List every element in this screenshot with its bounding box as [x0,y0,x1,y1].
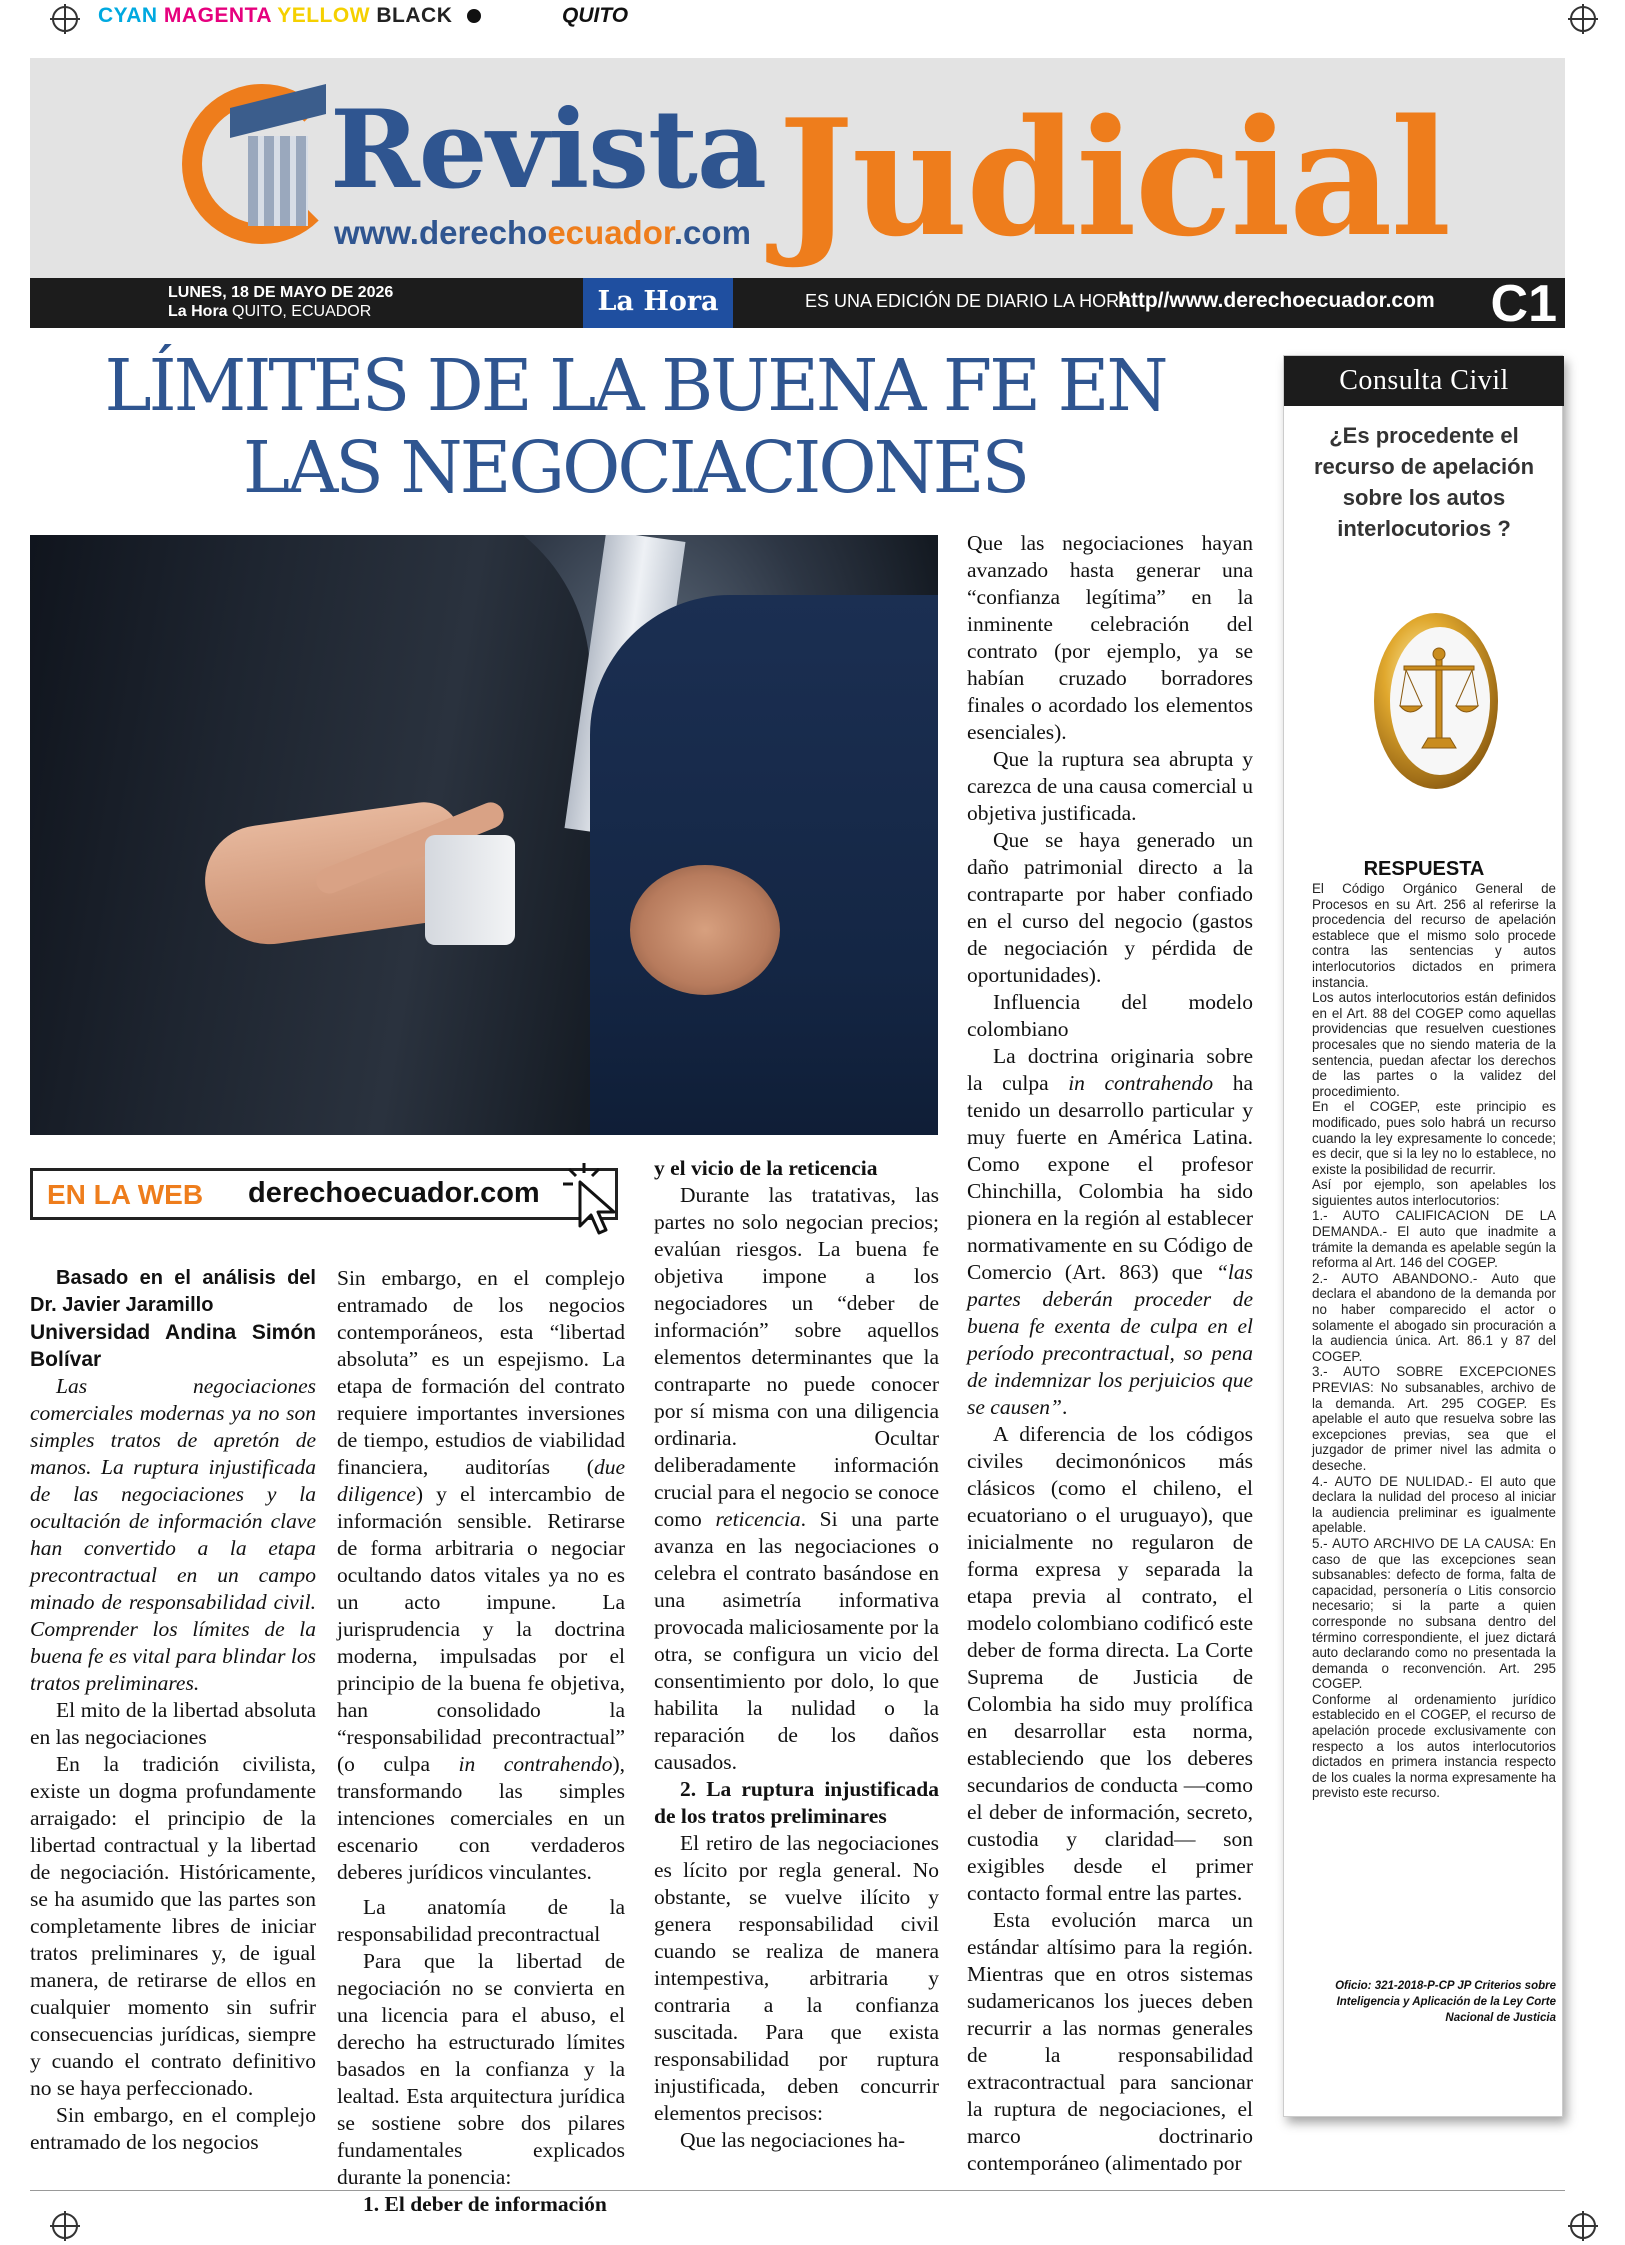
registration-mark-bottom-left [52,2213,78,2239]
paragraph-4-text-b: . Si una parte avanza en las negociaciones o celebra el contrato basándose en una asimetría informativa provocada maliciosamente por la otra, se configura un vicio del consentimiento por dolo, lo que habilita la nulidad o la reparación de los daños causados. [654,1507,939,1774]
subhead-duty-info-a: 1. El deber de información [363,2192,607,2216]
article-photo [30,535,938,1135]
headline-line-2: LAS NEGOCIACIONES [242,426,1028,509]
answer-paragraph: 2.- AUTO ABANDONO.- Auto que declara el abandono de la demanda por no haber comparecido el actor o solamente el abogado sin procuración a la audiencia única. Art. 86.1 y 87 del COGEP. [1312,1270,1556,1364]
paragraph-11: Esta evolución marca un estándar altísimo para la región. Mientras que en otros sistemas sudamericanos los jueces deben recurrir a las normas generales de la responsabilidad extracontractual para sancionar la ruptura de negociaciones, el marco doctrinario contemporáneo (alimentado por [967,1908,1253,2175]
answer-paragraph: 3.- AUTO SOBRE EXCEPCIONES PREVIAS: No subsanables, archivo de la demanda. Art. 295 COGEP. Es apelable el auto que resuelva sobre las excepciones previas, sea que el juzgador de primer nivel las admita o deseche. [1312,1364,1556,1473]
masthead-url-prefix: www.derecho [334,214,548,251]
paragraph-2-start: Sin embargo, en el complejo entramado de los negocios [30,2103,316,2154]
subhead-colombia: Influencia del modelo colombiano [967,990,1253,1041]
article-column-2 [337,1265,625,2218]
masthead-url[interactable] [334,214,751,252]
column-logo-icon [230,96,326,226]
page-number: C1 [1490,275,1557,333]
web-link-label: EN LA WEB [47,1179,204,1210]
paragraph-9-tail: . [1061,1395,1068,1419]
headline-line-1: LÍMITES DE LA BUENA FE EN [104,344,1166,427]
answer-source: Oficio: 321-2018-P-CP JP Criterios sobre Inteligencia y Aplicación de la Ley Corte Nacional de Justicia [1335,1980,1556,2024]
la-hora-logo: La Hora [583,278,733,328]
date-bar [30,275,1565,333]
color-label-cyan: CYAN [98,4,158,27]
masthead-url-suffix: .com [673,214,751,251]
article-column-3 [654,1155,939,2154]
paragraph-2-italic: due diligence [337,1455,625,1506]
article-lead: Las negociaciones comerciales modernas ya no son simples tratos de apretón de manos. La ruptura injustificada de las negociaciones y la ocultación de información clave han convertido a la etapa precontractual en un campo minado de responsabilidad civil. Comprender los límites de la buena fe es vital para blindar los tratos preliminares. [30,1374,316,1695]
paragraph-5: El retiro de las negociaciones es lícito por regla general. No obstante, se vuelve ilícito y genera responsabilidad civil cuando se realiza de manera intempestiva, arbitraria y contraria a la confianza suscitada. Para que exista responsabilidad por ruptura injustificada, deben concurrir elementos precisos: [654,1831,939,2125]
subhead-rupture: 2. La ruptura injustificada de los tratos preliminares [654,1777,939,1828]
paragraph-9 [967,1043,1253,1421]
author-affiliation: Universidad Andina Simón Bolívar [30,1321,316,1371]
answer-paragraph: 5.- AUTO ARCHIVO DE LA CAUSA: En caso de que las excepciones sean subsanables: defecto de forma, falta de capacidad, personería o Litis consorcio necesario; si la parte a quien corresponde no subsana dentro del término correspondiente, el juez dictará auto declarando como no presentada la demanda o reconvención. Art. 295 COGEP. [1312,1535,1556,1692]
subhead-duty-info-b: y el vicio de la reticencia [654,1156,878,1180]
registration-mark-top-left [52,6,78,32]
masthead [30,58,1565,278]
black-dot-icon [467,9,481,23]
paragraph-4-italic: reticencia [715,1507,801,1531]
edition-note: ES UNA EDICIÓN DE DIARIO LA HORA [805,291,1132,311]
paragraph-1: En la tradición civilista, existe un dogma profundamente arraigado: el principio de la libertad contractual y la libertad de negociación. Históricamente, se ha asumido que las partes son completamente libres de iniciar tratos preliminares y, de igual manera, de retirarse de ellos en cualquier momento sin sufrir consecuencias jurídicas, siempre y cuando el contrato definitivo no se haya perfeccionado. [30,1752,316,2100]
paragraph-9-text: La doctrina originaria sobre la culpa [967,1044,1253,1095]
color-label-yellow: YELLOW [277,4,371,27]
paragraph-10: A diferencia de los códigos civiles decimonónicos más clásicos (como el chileno, el ecuatoriano o el uruguayo), que inicialmente no regularon de forma expresa y separada la etapa previa al contrato, el modelo colombiano codificó este deber de forma directa. La Corte Suprema de Justicia de Colombia ha sido muy prolífica en desarrollar esta norma, estableciendo que los deberes secundarios de conducta —como el deber de información, secreto, custodia y claridad— son exigibles desde el primer contacto formal entre las partes. [967,1422,1253,1905]
answer-body [1312,881,1556,1801]
answer-paragraph: El Código Orgánico General de Procesos en su Art. 256 al referirse la procedencia del recurso de apelación establece que el mismo solo procede contra las sentencias y autos interlocutorios dictados en primera instancia. [1312,881,1556,990]
color-label-magenta: MAGENTA [163,4,272,27]
site-url-link[interactable]: http//www.derechoecuador.com [1118,289,1435,312]
masthead-url-highlight: ecuador [547,214,674,251]
paragraph-9-text-b: ha tenido un desarrollo particular y muy fuerte en América Latina. Como expone el profesor Chinchilla, Colombia ha sido pionera en la región al establecer normativamente en su Código de Comercio (Art. 863) que [967,1071,1254,1284]
answer-paragraph: 4.- AUTO DE NULIDAD.- El auto que declara la nulidad del proceso al iniciar la audiencia preliminar es igualmente apelable. [1312,1473,1556,1536]
paragraph-2-italic-b: in contrahendo [458,1752,613,1776]
paragraph-7: Que la ruptura sea abrupta y carezca de una causa comercial u objetiva justificada. [967,747,1253,825]
answer-paragraph: Así por ejemplo, son apelables los siguientes autos interlocutorios: [1312,1177,1556,1208]
issue-place-brand: La Hora [168,303,228,320]
edition-label: QUITO [562,4,629,27]
answer-paragraph: 1.- AUTO CALIFICACION DE LA DEMANDA.- El auto que inadmite a trámite la demanda es apelable según la reforma al Art. 146 del COGEP. [1312,1208,1556,1271]
masthead-revista: Revista [330,87,766,213]
answer-paragraph: En el COGEP, este principio es modificado, pues solo habrá un recurso cuando la ley expresamente lo concede; es decir, que si la ley no lo establece, no existe la posibilidad de recurrir. [1312,1099,1556,1177]
paragraph-2-text: Sin embargo, en el complejo entramado de los negocios contemporáneos, esta “libertad absoluta” es un espejismo. La etapa de formación del contrato requiere importantes inversiones de tiempo, estudios de viabilidad financiera, auditorías ( [337,1266,625,1479]
paragraph-8: Que se haya generado un daño patrimonial directo a la contraparte por haber confiado en el curso del negocio (gastos de negociación y pérdida de oportunidades). [967,828,1253,987]
registration-mark-bottom-right [1570,2213,1596,2239]
sidebar-question: ¿Es procedente el recurso de apelación sobre los autos interlocutorios ? [1313,423,1535,541]
answer-paragraph: Conforme al ordenamiento jurídico establecido en el COGEP, el recurso de apelación procede exclusivamente con respecto a los autos interlocutorios dictados en primera instancia respecto de los cuales la norma expresamente ha previsto este recurso. [1312,1691,1556,1801]
paragraph-9-italic: in contrahendo [1068,1071,1214,1095]
masthead-judicial: Judicial [778,84,1450,272]
subhead-myth: El mito de la libertad absoluta en las negociaciones [30,1698,316,1749]
author-line: Basado en el análisis del Dr. Javier Jaramillo [30,1267,316,1316]
paragraph-4 [654,1182,939,1776]
bottom-rule [30,2190,1565,2191]
paragraph-6-start: Que las negociaciones ha- [680,2128,906,2152]
issue-date: LUNES, 18 DE MAYO DE 2026 [168,284,394,301]
article-column-4 [967,530,1253,2177]
paragraph-2-text-b: ) y el intercambio de información sensible. Retirarse de forma arbitraria o negociar ocultando datos vitales ya no es un acto impune. La jurisprudencia y la doctrina moderna, impulsadas por el principio de la buena fe objetiva, han consolidado la “responsabilidad precontractual” (o culpa [337,1482,625,1776]
web-link-domain: derechoecuador.com [248,1177,540,1209]
cursor-click-icon [560,1160,630,1240]
sidebar-title: Consulta Civil [1284,356,1564,406]
answer-heading: RESPUESTA [1363,858,1485,880]
article-column-1 [30,1265,316,2156]
paragraph-6: Que las negociaciones hayan avanzado hasta generar una “confianza legítima” en la inminente celebración del contrato (por ejemplo, ya se habían cruzado borradores finales o acordado los elementos esenciales). [967,531,1253,744]
consulta-civil-sidebar [1283,355,1563,2117]
article-headline [40,345,1230,509]
registration-mark-top-right [1570,6,1596,32]
paragraph-4-text: Durante las tratativas, las partes no solo negocian precios; evalúan riesgos. La buena fe objetiva impone a los negociadores un “deber de información” sobre aquellos elementos determinantes que la contraparte no puede conocer por sí misma con una diligencia ordinaria. Ocultar deliberadamente información crucial para el negocio se conoce como [654,1183,939,1531]
paragraph-2 [337,1265,625,1886]
issue-place-city: QUITO, ECUADOR [227,303,372,320]
color-label-black: BLACK [376,4,453,27]
answer-paragraph: Los autos interlocutorios están definidos en el Art. 88 del COGEP como aquellas providencias que resuelven cuestiones procesales que no siendo materia de la sentencia, puedan afectar los derechos de las partes o la validez del procedimiento. [1312,990,1556,1099]
subhead-anatomy: La anatomía de la responsabilidad precontractual [337,1895,625,1946]
paragraph-9-quote: “las partes deberán proceder de buena fe exenta de culpa en el período precontractual, so pena de indemnizar los perjuicios que se causen” [967,1260,1253,1419]
paragraph-2-text-c: ), transformando las simples intenciones comerciales en un escenario con verdaderos deberes jurídicos vinculantes. [337,1752,626,1884]
issue-place [168,303,371,321]
paragraph-3: Para que la libertad de negociación no se convierta en una licencia para el abuso, el derecho ha estructurado límites basados en la confianza y la lealtad. Esta arquitectura jurídica se sostiene sobre dos pilares fundamentales explicados durante la ponencia: [337,1949,625,2189]
scales-of-justice-icon [1366,606,1506,796]
color-bar [98,4,481,28]
web-link-box[interactable] [30,1168,618,1220]
